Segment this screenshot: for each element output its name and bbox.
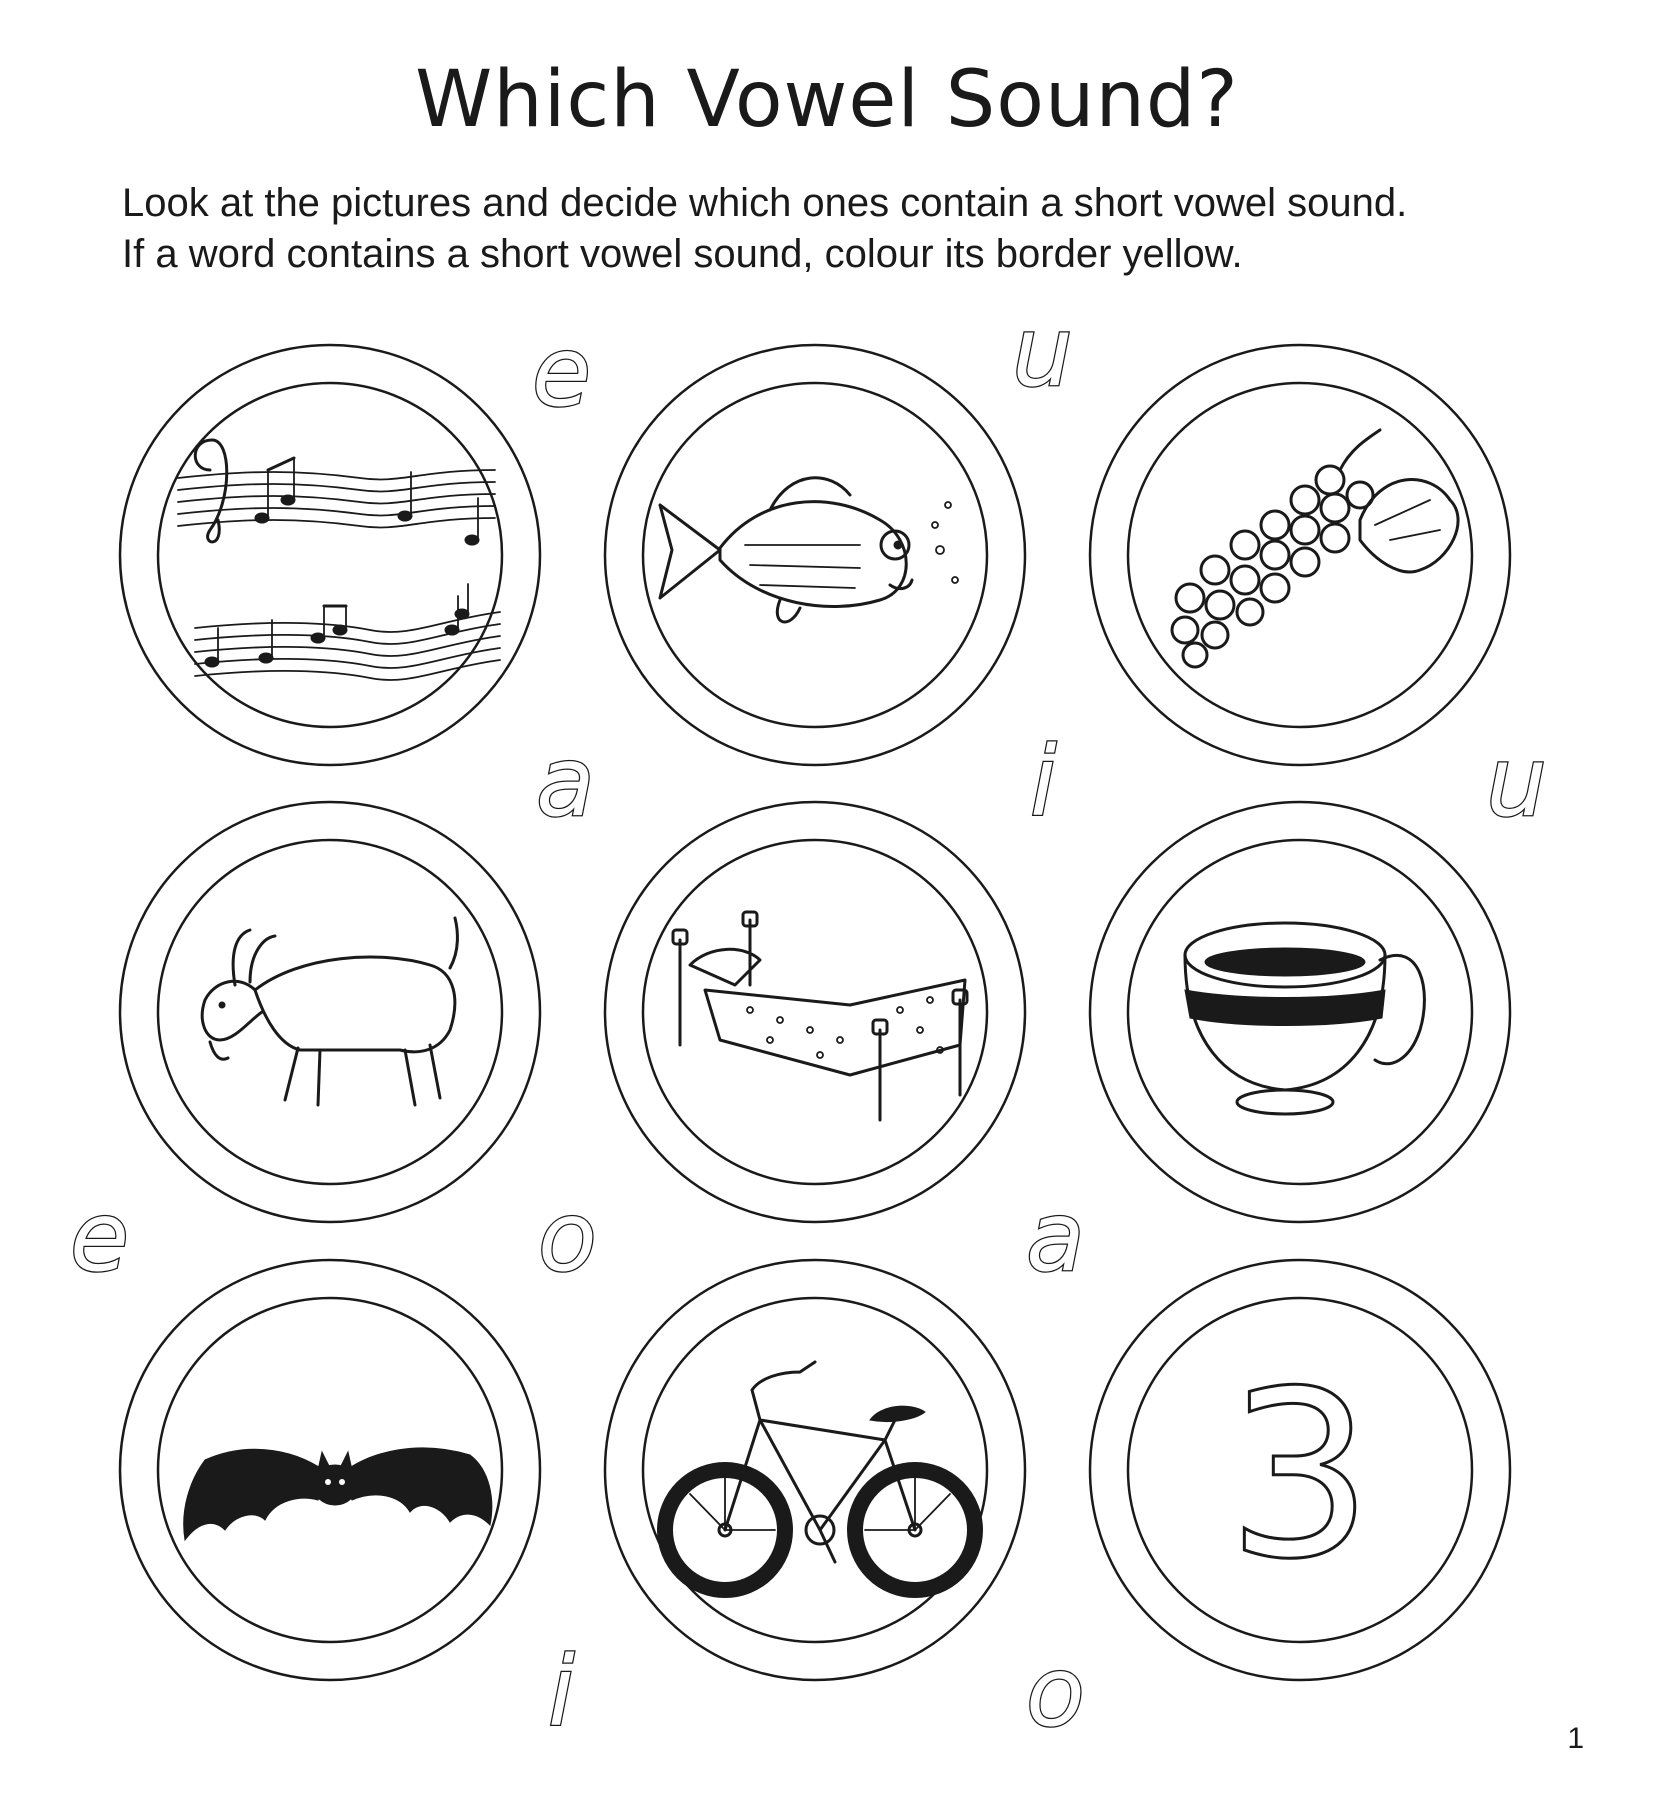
vowel-letter-a: a xyxy=(536,726,595,838)
vowel-letter-i: i xyxy=(1030,726,1057,838)
vowel-letter-e: e xyxy=(532,316,592,428)
medal-goat[interactable] xyxy=(120,802,540,1222)
medal-number-three[interactable] xyxy=(1090,1260,1510,1680)
vowel-letter-o: o xyxy=(538,1181,597,1293)
medal-bat[interactable] xyxy=(120,1260,540,1680)
instruction-line: Look at the pictures and decide which ones contain a short vowel sound. xyxy=(122,181,1408,225)
vowel-letter-i: i xyxy=(548,1636,575,1748)
page-number: 1 xyxy=(1567,1722,1584,1755)
number-three: 3 xyxy=(1226,1343,1374,1610)
medal-bed[interactable] xyxy=(605,802,1025,1222)
medal-fish[interactable] xyxy=(605,345,1025,765)
medal-bicycle[interactable] xyxy=(605,1260,1025,1680)
vowel-letter-o: o xyxy=(1026,1636,1085,1748)
medal-grapes[interactable] xyxy=(1090,345,1510,765)
vowel-letter-a: a xyxy=(1026,1181,1085,1293)
vowel-letter-u: u xyxy=(1012,296,1073,408)
medal-cup[interactable] xyxy=(1090,802,1510,1222)
instruction-line: If a word contains a short vowel sound, colour its border yellow. xyxy=(122,232,1243,276)
page-title: Which Vowel Sound? xyxy=(415,55,1239,145)
vowel-letter-u: u xyxy=(1486,726,1547,838)
medal-music[interactable] xyxy=(120,345,540,765)
vowel-letter-e: e xyxy=(70,1181,130,1293)
